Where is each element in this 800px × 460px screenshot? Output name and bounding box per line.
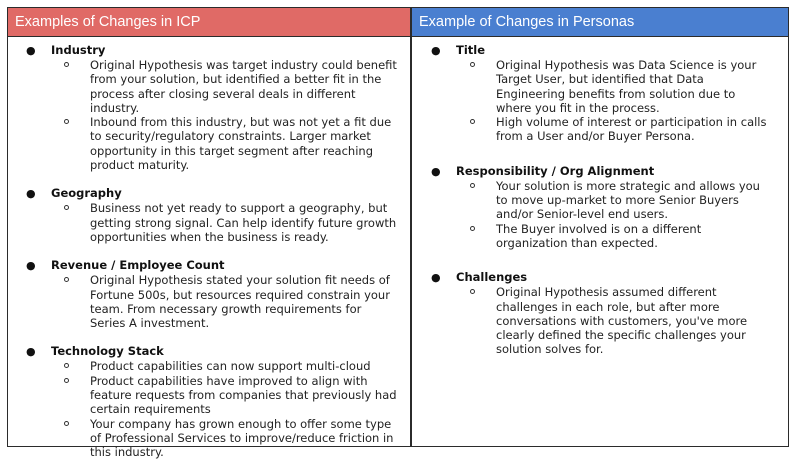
hollow-bullet-icon: [64, 363, 69, 368]
list-item-text: The Buyer involved is on a different organization than expected.: [496, 221, 702, 250]
hollow-bullet-icon: [470, 289, 475, 294]
list-item: [412, 222, 788, 251]
hollow-bullet-icon: [470, 62, 475, 67]
comparison-table: [7, 7, 789, 460]
list-item-text: Original Hypothesis stated your solution fit needs of Fortune 500s, but resources required constrain your team. From necessary growth requirements for Series A investment.: [90, 273, 390, 331]
list-item: [8, 417, 410, 460]
list-item-text: High volume of interest or participation in calls from a User and/or Buyer Persona.: [496, 115, 767, 144]
icp-column-header: Examples of Changes in ICP: [8, 8, 410, 37]
section-title: [412, 43, 788, 144]
list-item: [412, 179, 788, 222]
hollow-bullet-icon: [64, 421, 69, 426]
list-item-text: Inbound from this industry, but was not yet a fit due to security/regulatory constraints. Larger market opportunity in this target segment after reaching product maturity.: [90, 115, 392, 173]
list-item: [8, 201, 410, 244]
section-title: [8, 344, 410, 359]
section-technology-stack: [8, 344, 410, 459]
icp-column: [8, 8, 412, 460]
section-title: [8, 186, 410, 201]
section-challenges: [412, 270, 788, 356]
list-item: [412, 115, 788, 144]
personas-column-header: Example of Changes in Personas: [412, 8, 788, 37]
list-item-text: Original Hypothesis assumed different challenges in each role, but after more conversations with customers, you've more clearly defined the specific challenges your solution solves for.: [496, 285, 748, 357]
list-item-text: Original Hypothesis was Data Science is your Target User, but identified that Data Engineering benefits from solution due to where you fit in the process.: [496, 58, 757, 115]
section-title: [8, 43, 410, 58]
personas-column: [412, 8, 788, 446]
bullet-icon: ●: [26, 187, 36, 201]
hollow-bullet-icon: [64, 62, 69, 67]
bullet-icon: ●: [26, 259, 36, 273]
list-item-text: Product capabilities have improved to align with feature requests from companies that previously had certain requirements: [90, 373, 397, 417]
section-title-text: Geography: [51, 186, 122, 201]
section-title-text: Technology Stack: [51, 344, 164, 359]
bullet-icon: ●: [26, 345, 36, 359]
section-title: [412, 164, 788, 179]
bullet-icon: ●: [431, 44, 441, 57]
hollow-bullet-icon: [64, 205, 69, 210]
hollow-bullet-icon: [470, 226, 475, 231]
section-title: [412, 43, 788, 58]
list-item: [8, 58, 410, 115]
list-item: [8, 115, 410, 172]
bullet-icon: ●: [26, 44, 36, 57]
section-title: [412, 270, 788, 285]
icp-column-body: [8, 37, 410, 460]
hollow-bullet-icon: [470, 119, 475, 124]
list-item: [8, 273, 410, 330]
section-title: [8, 258, 410, 273]
list-item: [8, 374, 410, 417]
hollow-bullet-icon: [64, 378, 69, 383]
section-industry: [8, 43, 410, 172]
section-title-text: Revenue / Employee Count: [51, 258, 225, 273]
section-responsibility-org-alignment: [412, 164, 788, 250]
list-item: [412, 285, 788, 356]
hollow-bullet-icon: [64, 119, 69, 124]
list-item-text: Business not yet ready to support a geography, but getting strong signal. Can help identify future growth opportunities when the business is ready.: [90, 201, 397, 244]
list-item-text: Original Hypothesis was target industry could benefit from your solution, but identified a better fit in the process after closing several deals in different industry.: [90, 58, 397, 115]
section-geography: [8, 186, 410, 244]
list-item-text: Product capabilities can now support multi-cloud: [90, 359, 371, 374]
section-title-text: Responsibility / Org Alignment: [456, 163, 655, 178]
hollow-bullet-icon: [64, 277, 69, 282]
bullet-icon: ●: [431, 164, 441, 178]
list-item-text: Your company has grown enough to offer some type of Professional Services to improve/reduce friction in this industry.: [90, 416, 394, 460]
bullet-icon: ●: [431, 271, 441, 285]
personas-column-body: [412, 37, 788, 357]
list-item: [8, 359, 410, 373]
list-item-text: Your solution is more strategic and allows you to move up-market to more Senior Buyers and/or Senior-level end users.: [496, 178, 760, 222]
list-item: [412, 58, 788, 115]
section-title-text: Challenges: [456, 270, 528, 285]
section-revenue-employee-count: [8, 258, 410, 330]
section-title-text: Industry: [51, 43, 106, 57]
section-title-text: Title: [456, 43, 486, 57]
hollow-bullet-icon: [470, 183, 475, 188]
